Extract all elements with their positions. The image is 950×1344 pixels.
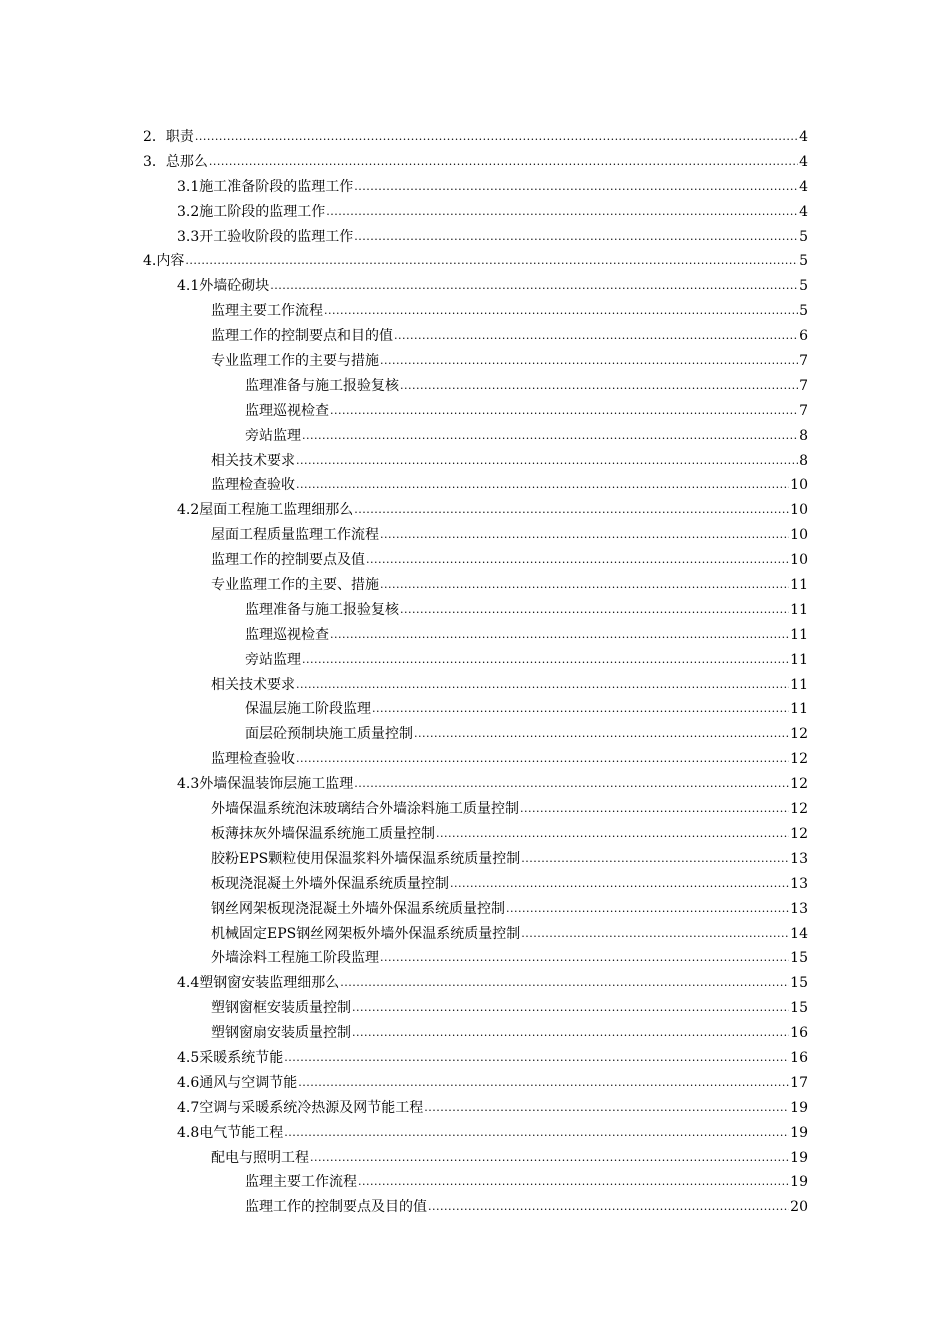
toc-entry-title: 监理准备与施工报验复核 — [245, 377, 399, 394]
toc-entry[interactable] — [143, 200, 808, 225]
toc-entry[interactable] — [143, 648, 808, 673]
toc-dot-leader — [298, 1071, 789, 1096]
toc-dot-leader — [354, 498, 789, 523]
toc-dot-leader — [436, 822, 789, 847]
toc-entry-page-number: 7 — [799, 377, 808, 394]
toc-entry-title: 保温层施工阶段监理 — [245, 701, 371, 718]
toc-entry[interactable] — [143, 548, 808, 573]
toc-entry-page-number: 15 — [790, 1000, 808, 1017]
toc-entry-page-number: 11 — [790, 601, 808, 618]
toc-entry[interactable] — [143, 872, 808, 897]
toc-entry-page-number: 16 — [790, 1049, 808, 1066]
toc-entry-title: 机械固定EPS钢丝网架板外墙外保温系统质量控制 — [211, 925, 521, 942]
toc-entry[interactable] — [143, 150, 808, 175]
toc-dot-leader — [380, 523, 789, 548]
toc-entry-title: 4.1外墙砼砌块 — [177, 278, 270, 295]
toc-entry-title: 4.4塑钢窗安装监理细那么 — [177, 975, 340, 992]
toc-dot-leader — [296, 473, 789, 498]
toc-entry-title: 塑钢窗扇安装质量控制 — [211, 1025, 351, 1042]
toc-entry-title: 4.3外墙保温装饰层施工监理 — [177, 776, 354, 793]
toc-dot-leader — [310, 1146, 789, 1171]
toc-entry-title: 专业监理工作的主要与措施 — [211, 353, 379, 370]
toc-dot-leader — [296, 673, 789, 698]
toc-entry[interactable] — [143, 225, 808, 250]
toc-entry[interactable] — [143, 822, 808, 847]
toc-entry-title: 监理主要工作流程 — [211, 303, 323, 320]
toc-entry[interactable] — [143, 374, 808, 399]
toc-entry-title: 配电与照明工程 — [211, 1149, 309, 1166]
toc-entry-page-number: 19 — [790, 1124, 808, 1141]
toc-entry-page-number: 15 — [790, 950, 808, 967]
toc-entry-page-number: 10 — [790, 552, 808, 569]
toc-entry-title: 相关技术要求 — [211, 452, 295, 469]
toc-entry-page-number: 5 — [799, 253, 808, 270]
toc-dot-leader — [330, 623, 789, 648]
toc-entry[interactable] — [143, 399, 808, 424]
toc-entry-title: 4.内容 — [143, 253, 185, 270]
toc-entry-page-number: 11 — [790, 577, 808, 594]
toc-entry[interactable] — [143, 1146, 808, 1171]
toc-entry-page-number: 12 — [790, 776, 808, 793]
toc-entry[interactable] — [143, 996, 808, 1021]
toc-dot-leader — [185, 249, 798, 274]
toc-dot-leader — [400, 374, 798, 399]
toc-dot-leader — [352, 1021, 789, 1046]
toc-entry[interactable] — [143, 349, 808, 374]
toc-entry[interactable] — [143, 1096, 808, 1121]
toc-dot-leader — [380, 349, 798, 374]
toc-entry[interactable] — [143, 772, 808, 797]
toc-entry-page-number: 11 — [790, 626, 808, 643]
toc-entry-title: 专业监理工作的主要、措施 — [211, 577, 379, 594]
toc-entry-title: 面层砼预制块施工质量控制 — [245, 726, 413, 743]
toc-entry-page-number: 13 — [790, 875, 808, 892]
toc-entry-title: 板现浇混凝土外墙外保温系统质量控制 — [211, 875, 449, 892]
toc-entry-title: 3.1施工准备阶段的监理工作 — [177, 178, 354, 195]
toc-entry-page-number: 5 — [799, 303, 808, 320]
toc-entry-title: 4.7空调与采暖系统冷热源及网节能工程 — [177, 1099, 424, 1116]
toc-entry[interactable] — [143, 847, 808, 872]
toc-entry-title: 4.8电气节能工程 — [177, 1124, 284, 1141]
toc-dot-leader — [195, 125, 798, 150]
toc-entry-title: 板薄抹灰外墙保温系统施工质量控制 — [211, 825, 435, 842]
toc-entry-page-number: 11 — [790, 701, 808, 718]
toc-entry-title: 监理工作的控制要点及值 — [211, 552, 365, 569]
toc-entry-title: 监理工作的控制要点和目的值 — [211, 328, 393, 345]
toc-entry-page-number: 13 — [790, 900, 808, 917]
toc-entry[interactable] — [143, 598, 808, 623]
toc-entry[interactable] — [143, 1121, 808, 1146]
toc-entry[interactable] — [143, 299, 808, 324]
toc-entry-title: 监理主要工作流程 — [245, 1174, 357, 1191]
toc-dot-leader — [209, 150, 798, 175]
toc-entry-page-number: 12 — [790, 825, 808, 842]
toc-dot-leader — [302, 648, 789, 673]
toc-entry-page-number: 20 — [790, 1199, 808, 1216]
toc-entry[interactable] — [143, 971, 808, 996]
toc-dot-leader — [354, 225, 798, 250]
toc-dot-leader — [428, 1195, 789, 1220]
toc-entry-title: 旁站监理 — [245, 651, 301, 668]
toc-entry[interactable] — [143, 1046, 808, 1071]
toc-dot-leader — [296, 449, 798, 474]
toc-entry-title: 3．总那么 — [143, 153, 208, 170]
table-of-contents — [143, 125, 808, 1220]
toc-entry-title: 4.2屋面工程施工监理细那么 — [177, 502, 354, 519]
toc-entry-title: 4.5采暖系统节能 — [177, 1049, 284, 1066]
toc-entry-page-number: 8 — [799, 452, 808, 469]
toc-dot-leader — [521, 847, 789, 872]
toc-dot-leader — [302, 424, 798, 449]
toc-entry[interactable] — [143, 747, 808, 772]
toc-entry-page-number: 14 — [790, 925, 808, 942]
toc-entry-title: 监理巡视检查 — [245, 626, 329, 643]
toc-entry-title: 2．职责 — [143, 129, 194, 145]
toc-entry-page-number: 8 — [799, 427, 808, 444]
toc-entry-title: 监理检查验收 — [211, 477, 295, 494]
toc-entry-title: 监理工作的控制要点及目的值 — [245, 1199, 427, 1216]
toc-entry-page-number: 19 — [790, 1099, 808, 1116]
toc-entry-title: 相关技术要求 — [211, 676, 295, 693]
toc-dot-leader — [284, 1046, 789, 1071]
toc-entry[interactable] — [143, 922, 808, 947]
toc-dot-leader — [284, 1121, 789, 1146]
toc-dot-leader — [354, 175, 798, 200]
toc-entry[interactable] — [143, 424, 808, 449]
toc-entry[interactable] — [143, 498, 808, 523]
toc-entry[interactable] — [143, 623, 808, 648]
toc-entry-page-number: 19 — [790, 1149, 808, 1166]
toc-dot-leader — [296, 747, 789, 772]
toc-entry-title: 4.6通风与空调节能 — [177, 1074, 298, 1091]
toc-dot-leader — [450, 872, 789, 897]
toc-entry-title: 钢丝网架板现浇混凝土外墙外保温系统质量控制 — [211, 900, 505, 917]
toc-dot-leader — [354, 772, 789, 797]
toc-dot-leader — [270, 274, 798, 299]
toc-dot-leader — [521, 922, 789, 947]
toc-entry-title: 3.3开工验收阶段的监理工作 — [177, 228, 354, 245]
toc-entry-page-number: 12 — [790, 726, 808, 743]
toc-entry-page-number: 15 — [790, 975, 808, 992]
toc-entry-title: 3.2施工阶段的监理工作 — [177, 203, 326, 220]
toc-entry-title: 外墙保温系统泡沫玻璃结合外墙涂料施工质量控制 — [211, 801, 519, 818]
toc-dot-leader — [326, 200, 798, 225]
toc-entry-page-number: 5 — [799, 228, 808, 245]
toc-dot-leader — [372, 697, 789, 722]
toc-dot-leader — [324, 299, 798, 324]
toc-entry[interactable] — [143, 274, 808, 299]
toc-entry-page-number: 12 — [790, 751, 808, 768]
toc-entry[interactable] — [143, 897, 808, 922]
toc-entry-page-number: 19 — [790, 1174, 808, 1191]
toc-dot-leader — [330, 399, 798, 424]
toc-entry-page-number: 4 — [799, 203, 808, 220]
toc-dot-leader — [414, 722, 789, 747]
toc-entry[interactable] — [143, 1170, 808, 1195]
toc-entry-page-number: 10 — [790, 477, 808, 494]
toc-entry-page-number: 7 — [799, 353, 808, 370]
toc-entry[interactable] — [143, 1195, 808, 1220]
toc-entry[interactable] — [143, 697, 808, 722]
toc-dot-leader — [394, 324, 798, 349]
toc-entry-page-number: 7 — [799, 402, 808, 419]
toc-dot-leader — [366, 548, 789, 573]
toc-entry-page-number: 5 — [799, 278, 808, 295]
toc-entry-page-number: 16 — [790, 1025, 808, 1042]
toc-dot-leader — [380, 946, 789, 971]
toc-entry[interactable] — [143, 125, 808, 150]
toc-entry-page-number: 17 — [790, 1074, 808, 1091]
toc-entry[interactable] — [143, 473, 808, 498]
toc-entry-title: 监理检查验收 — [211, 751, 295, 768]
toc-entry[interactable] — [143, 797, 808, 822]
toc-entry-page-number: 12 — [790, 801, 808, 818]
toc-entry[interactable] — [143, 523, 808, 548]
toc-dot-leader — [380, 573, 789, 598]
toc-dot-leader — [340, 971, 789, 996]
toc-entry-page-number: 4 — [799, 153, 808, 170]
toc-entry-page-number: 4 — [799, 129, 808, 145]
toc-entry-title: 监理准备与施工报验复核 — [245, 601, 399, 618]
toc-entry[interactable] — [143, 1021, 808, 1046]
toc-entry-page-number: 6 — [799, 328, 808, 345]
toc-entry[interactable] — [143, 324, 808, 349]
toc-entry-page-number: 10 — [790, 502, 808, 519]
toc-dot-leader — [358, 1170, 789, 1195]
toc-entry-title: 外墙涂料工程施工阶段监理 — [211, 950, 379, 967]
toc-dot-leader — [352, 996, 789, 1021]
toc-entry[interactable] — [143, 175, 808, 200]
toc-entry-title: 屋面工程质量监理工作流程 — [211, 527, 379, 544]
toc-entry-title: 塑钢窗框安装质量控制 — [211, 1000, 351, 1017]
toc-entry[interactable] — [143, 1071, 808, 1096]
toc-entry[interactable] — [143, 573, 808, 598]
toc-entry[interactable] — [143, 946, 808, 971]
toc-dot-leader — [520, 797, 789, 822]
toc-dot-leader — [506, 897, 789, 922]
toc-entry-page-number: 13 — [790, 850, 808, 867]
toc-entry-title: 胶粉EPS颗粒使用保温浆料外墙保温系统质量控制 — [211, 850, 521, 867]
toc-entry[interactable] — [143, 449, 808, 474]
toc-dot-leader — [424, 1096, 789, 1121]
toc-entry-page-number: 4 — [799, 178, 808, 195]
toc-dot-leader — [400, 598, 789, 623]
toc-entry-page-number: 11 — [790, 676, 808, 693]
toc-entry[interactable] — [143, 722, 808, 747]
toc-entry-title: 监理巡视检查 — [245, 402, 329, 419]
toc-entry[interactable] — [143, 673, 808, 698]
toc-entry[interactable] — [143, 249, 808, 274]
toc-entry-page-number: 10 — [790, 527, 808, 544]
toc-entry-page-number: 11 — [790, 651, 808, 668]
toc-entry-title: 旁站监理 — [245, 427, 301, 444]
